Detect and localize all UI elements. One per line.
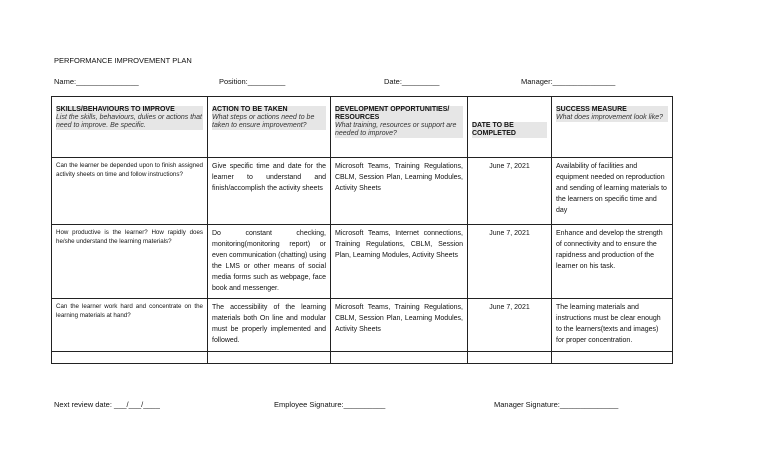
skill-cell: Can the learner be depended upon to finish assigned activity sheets on time and follow instructions? (52, 158, 208, 225)
skill-cell: Can the learner work hard and concentrate on the learning materials at hand? (52, 299, 208, 352)
table-row (52, 158, 673, 225)
resources-cell: Microsoft Teams, Internet connections, Training Regulations, CBLM, Session Plan, Learning Modules, Activity Sheets (331, 225, 468, 299)
date-cell: June 7, 2021 (468, 299, 552, 352)
header-title: DATE TO BE COMPLETED (472, 122, 516, 137)
empty-cell (52, 352, 208, 364)
header-title: ACTION TO BE TAKEN (212, 106, 288, 113)
header-subtitle: What steps or actions need to be taken to ensure improvement? (212, 114, 315, 129)
resources-cell: Microsoft Teams, Training Regulations, CBLM, Session Plan, Learning Modules, Activity Sheets (331, 299, 468, 352)
position-field-label: Position:_________ (219, 77, 286, 86)
header-action (208, 97, 331, 158)
empty-cell (468, 352, 552, 364)
manager-signature-label: Manager Signature:______________ (494, 400, 619, 409)
table-row (52, 299, 673, 352)
action-cell: Do constant checking, monitoring(monitoring report) or even communication (chatting) using the LMS or other means of social media forms such as webpage, face book and messenger. (208, 225, 331, 299)
measure-cell: Availability of facilities and equipment needed on reproduction and sending of learning materials to the learners on specific time and day (552, 158, 673, 225)
header-date (468, 97, 552, 158)
empty-cell (552, 352, 673, 364)
document-title: PERFORMANCE IMPROVEMENT PLAN (54, 56, 192, 65)
header-title: SKILLS/BEHAVIOURS TO IMPROVE (56, 106, 175, 113)
empty-cell (208, 352, 331, 364)
date-cell: June 7, 2021 (468, 158, 552, 225)
header-subtitle: What does improvement look like? (556, 114, 663, 121)
name-field-label: Name:_______________ (54, 77, 139, 86)
header-title: SUCCESS MEASURE (556, 106, 627, 113)
action-cell: The accessibility of the learning materials both On line and modular must be properly implemented and followed. (208, 299, 331, 352)
header-resources (331, 97, 468, 158)
measure-cell: The learning materials and instructions must be clear enough to the learners(texts and images) for proper concentration. (552, 299, 673, 352)
header-title: DEVELOPMENT OPPORTUNITIES/ RESOURCES (335, 106, 450, 121)
table-header-row (52, 97, 673, 158)
manager-field-label: Manager:_______________ (521, 77, 616, 86)
skill-cell: How productive is the learner? How rapidly does he/she understand the learning materials? (52, 225, 208, 299)
table-row (52, 225, 673, 299)
date-field-label: Date:_________ (384, 77, 440, 86)
employee-signature-label: Employee Signature:__________ (274, 400, 386, 409)
improvement-plan-table (51, 96, 673, 364)
header-subtitle: List the skills, behaviours, dulies or actions that need to improve. Be specific. (56, 114, 202, 129)
header-measure (552, 97, 673, 158)
header-skills (52, 97, 208, 158)
measure-cell: Enhance and develop the strength of connectivity and to ensure the rapidness and production of the learner on his task. (552, 225, 673, 299)
empty-table-row (52, 352, 673, 364)
empty-cell (331, 352, 468, 364)
action-cell: Give specific time and date for the learner to understand and finish/accomplish the activity sheets (208, 158, 331, 225)
resources-cell: Microsoft Teams, Training Regulations, CBLM, Session Plan, Learning Modules, Activity Sheets (331, 158, 468, 225)
next-review-date-label: Next review date: ___/___/____ (54, 400, 160, 409)
date-cell: June 7, 2021 (468, 225, 552, 299)
header-subtitle: What training, resources or support are needed to improve? (335, 122, 457, 137)
